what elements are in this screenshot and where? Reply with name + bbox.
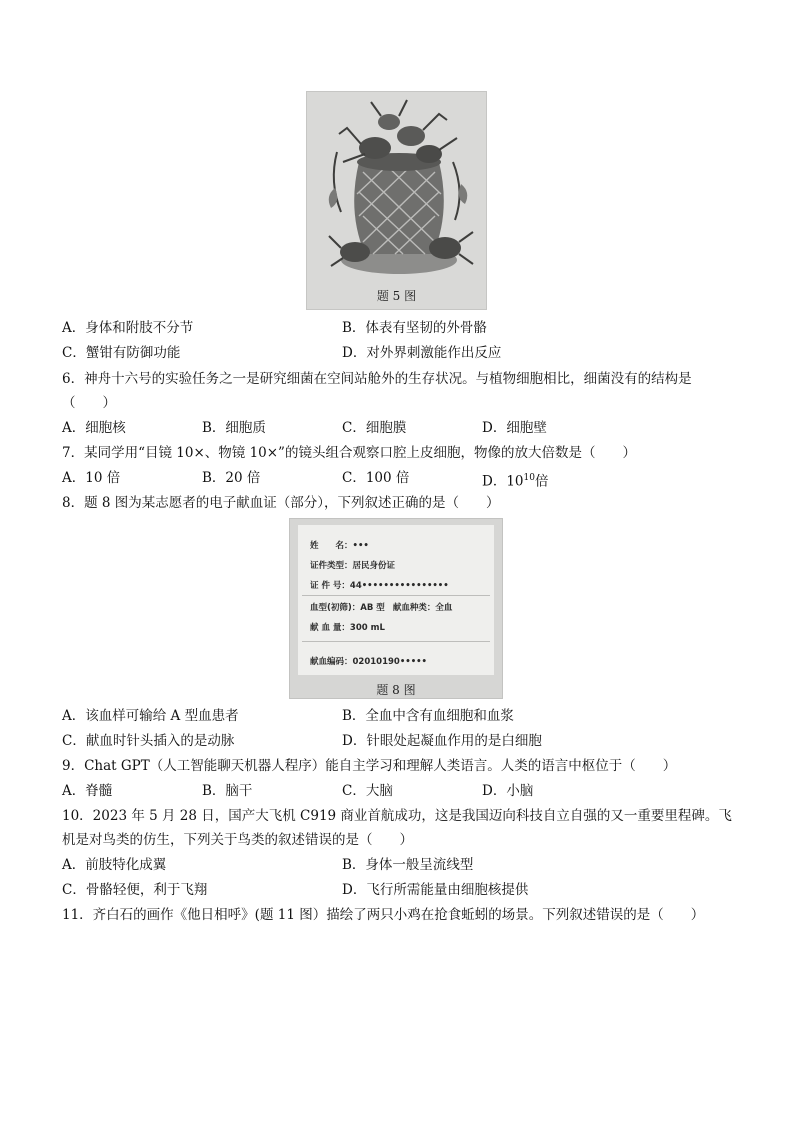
q6-option-c: C．细胞膜 xyxy=(342,420,407,436)
q8-option-d: D．针眼处起凝血作用的是白细胞 xyxy=(342,733,542,749)
q5-option-d: D．对外界刺激能作出反应 xyxy=(342,345,502,361)
q7-stem: 7．某同学用“目镜 10×、物镜 10×”的镜头组合观察口腔上皮细胞，物像的放大倍数是（ ） xyxy=(62,445,636,461)
q11-stem: 11．齐白石的画作《他日相呼》(题 11 图）描绘了两只小鸡在抢食蚯蚓的场景。下列叙述错误的是（ ） xyxy=(62,907,705,923)
card-divider xyxy=(302,641,490,642)
q7-option-a: A．10 倍 xyxy=(62,470,121,486)
q6-option-b: B．细胞质 xyxy=(202,420,266,436)
q6-option-d: D．细胞壁 xyxy=(482,420,547,436)
q6-stem-line1: 6．神舟十六号的实验任务之一是研究细菌在空间站舱外的生存状况。与植物细胞相比，细菌没有的结构是 xyxy=(62,371,692,387)
card-code-label: 献血编码： xyxy=(310,657,353,667)
q6-stem-line2: （ ） xyxy=(62,395,116,411)
card-code-value: 02010190••••• xyxy=(352,657,427,667)
card-divider xyxy=(302,595,490,596)
q8-option-c: C．献血时针头插入的是动脉 xyxy=(62,733,235,749)
donation-card xyxy=(298,525,494,675)
figure-8-caption: 题 8 图 xyxy=(376,683,416,697)
card-id-no-row xyxy=(310,579,449,591)
q10-stem-line2: 机是对鸟类的仿生，下列关于鸟类的叙述错误的是（ ） xyxy=(62,832,413,848)
q9-option-a: A．脊髓 xyxy=(62,783,113,799)
card-name-label: 姓 名： xyxy=(310,541,353,551)
q7-option-b: B．20 倍 xyxy=(202,470,261,486)
q5-option-c: C．蟹钳有防御功能 xyxy=(62,345,181,361)
card-volume-value: 300 mL xyxy=(349,623,385,633)
card-id-type-row xyxy=(310,559,395,571)
figure-8-blood-donation-card xyxy=(289,518,503,699)
card-blood-type-value: AB 型 xyxy=(360,603,385,613)
q10-option-a: A．前肢特化成翼 xyxy=(62,857,167,873)
q7-option-d-suffix: 倍 xyxy=(534,473,549,490)
q10-option-d: D．飞行所需能量由细胞核提供 xyxy=(342,882,529,898)
q5-option-b: B．体表有坚韧的外骨骼 xyxy=(342,320,487,336)
q9-option-b: B．脑干 xyxy=(202,783,253,799)
card-volume-row xyxy=(310,621,385,633)
q7-option-d-exponent: 10 xyxy=(523,473,535,483)
crab-basket-illustration xyxy=(307,92,487,310)
q7-option-d xyxy=(482,468,548,492)
card-volume-label: 献 血 量： xyxy=(310,623,350,633)
card-donation-type-value: 全血 xyxy=(435,603,453,613)
q7-option-d-prefix: D．10 xyxy=(482,473,524,490)
q10-stem-line1: 10．2023 年 5 月 28 日，国产大飞机 C919 商业首航成功，这是我国迈向科技自立自强的又一重要里程碑。飞 xyxy=(62,808,732,824)
q6-option-a: A．细胞核 xyxy=(62,420,126,436)
card-id-type-label: 证件类型： xyxy=(310,561,353,571)
card-blood-type-row xyxy=(310,601,452,613)
q8-option-a: A．该血样可输给 A 型血患者 xyxy=(62,708,239,724)
figure-5-photo xyxy=(306,91,487,310)
card-id-no-value: 44•••••••••••••••• xyxy=(349,581,449,591)
card-id-type-value: 居民身份证 xyxy=(352,561,396,571)
q9-option-c: C．大脑 xyxy=(342,783,393,799)
q8-stem: 8．题 8 图为某志愿者的电子献血证（部分），下列叙述正确的是（ ） xyxy=(62,495,500,511)
card-name-row xyxy=(310,539,369,551)
figure-5-caption: 题 5 图 xyxy=(376,289,417,303)
q10-option-b: B．身体一般呈流线型 xyxy=(342,857,474,873)
q5-option-a: A．身体和附肢不分节 xyxy=(62,320,194,336)
card-blood-type-label: 血型(初筛)： xyxy=(310,603,361,613)
q9-stem: 9．Chat GPT（人工智能聊天机器人程序）能自主学习和理解人类语言。人类的语言中枢位于（ ） xyxy=(62,758,677,774)
q9-option-d: D．小脑 xyxy=(482,783,534,799)
card-donation-type-label: 献血种类： xyxy=(392,603,436,613)
card-name-value: ••• xyxy=(352,541,369,551)
q7-option-c: C．100 倍 xyxy=(342,470,410,486)
q10-option-c: C．骨骼轻便，利于飞翔 xyxy=(62,882,208,898)
q8-option-b: B．全血中含有血细胞和血浆 xyxy=(342,708,514,724)
card-id-no-label: 证 件 号： xyxy=(310,581,350,591)
card-code-row xyxy=(310,655,427,667)
